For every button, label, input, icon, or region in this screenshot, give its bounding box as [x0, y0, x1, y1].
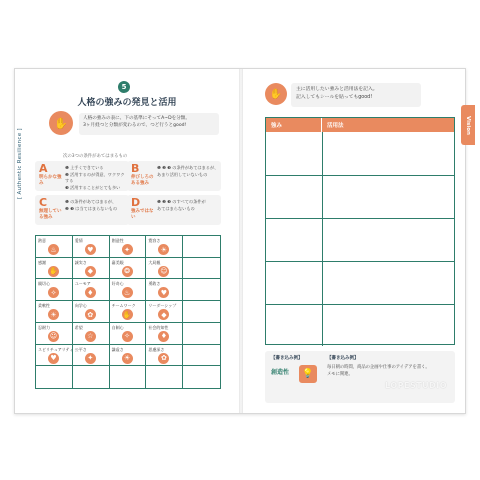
- strength-icon: ☆: [85, 331, 96, 342]
- example-header: 【書き込み例】: [271, 356, 303, 361]
- strength-icon: ❂: [122, 266, 133, 277]
- strength-cell: [110, 258, 147, 280]
- example-header: 【書き込み例】: [327, 356, 359, 361]
- strength-cell: [146, 301, 183, 323]
- strength-cell: [36, 236, 73, 258]
- strength-icon: ✧: [48, 287, 59, 298]
- strength-cell: [146, 366, 183, 388]
- strengths-grid: [35, 235, 221, 389]
- strength-cell: [183, 258, 220, 280]
- strength-label: 向学心: [74, 303, 87, 309]
- strength-icon: ◆: [85, 266, 96, 277]
- strength-cell: [36, 258, 73, 280]
- strength-cell: [183, 323, 220, 345]
- strength-cell: [36, 323, 73, 345]
- strength-label: 社会的知性: [148, 324, 169, 330]
- strength-cell: [146, 236, 183, 258]
- row-divider: [266, 304, 454, 305]
- category-line: ❸ 活用することがとても多い: [65, 185, 121, 191]
- strength-cell: [183, 366, 220, 388]
- category-desc: [157, 165, 219, 178]
- header-usage: 活用法: [327, 123, 344, 129]
- strength-label: 自制心: [111, 324, 124, 330]
- strength-icon: ✦: [85, 353, 96, 364]
- strength-label: 審美眼: [111, 259, 124, 265]
- category-d: [127, 195, 221, 225]
- strength-cell: [110, 236, 147, 258]
- category-line: ❷ 活用するのが得意、ワクワクする: [65, 171, 125, 184]
- example-strength: 創造性: [271, 369, 290, 376]
- intro-line: 人格の強みの表に、下の基準にそってA~Dを分類。: [83, 116, 190, 121]
- strength-icon: ☺: [49, 332, 58, 341]
- strength-cell: [73, 279, 110, 301]
- example-line: 毎日朝の時間、商品の企画や仕事のアイデアを書く。: [327, 365, 430, 370]
- strength-cell: [36, 279, 73, 301]
- category-name: 明らかな強み: [39, 175, 62, 186]
- strength-label: 柔軟性: [38, 303, 50, 309]
- step-badge: 5: [118, 81, 130, 93]
- strength-label: 創造性: [111, 238, 124, 243]
- category-desc: [65, 199, 127, 212]
- strength-cell: [183, 301, 220, 323]
- header-strength: 強み: [266, 118, 322, 132]
- category-b: [127, 161, 221, 191]
- strength-label: 愛情: [74, 238, 83, 243]
- example-text: [327, 365, 449, 379]
- row-divider: [266, 218, 454, 219]
- category-line: あてはまらないもの: [157, 205, 195, 211]
- category-name: 強みではない: [131, 209, 154, 220]
- strength-label: スピリチュアリティ: [38, 346, 74, 352]
- strength-icon: ♦: [158, 331, 169, 342]
- strength-cell: [146, 279, 183, 301]
- row-divider: [266, 261, 454, 262]
- strength-cell: [146, 258, 183, 280]
- strength-icon: ✋: [49, 267, 58, 276]
- strength-cell: [110, 279, 147, 301]
- criteria-note: 次の3つの条件があてはまるもの: [63, 154, 128, 159]
- strength-cell: [73, 258, 110, 280]
- strength-label: チームワーク: [111, 303, 136, 309]
- category-line: あまり活用していないもの: [157, 171, 208, 177]
- strength-cell: [110, 366, 147, 388]
- strength-cell: [36, 345, 73, 367]
- example-box: [265, 351, 455, 403]
- strength-label: 思慮深さ: [148, 346, 165, 352]
- strengths-table: [35, 235, 221, 389]
- strength-label: ユーモア: [74, 281, 91, 287]
- row-divider: [266, 175, 454, 176]
- table-header: [266, 118, 454, 132]
- strength-icon: ✿: [158, 353, 169, 364]
- strength-icon: ◆: [158, 309, 169, 320]
- category-a: [35, 161, 129, 191]
- strength-icon: ♨: [122, 287, 133, 298]
- category-letter: A: [39, 162, 48, 175]
- strength-label: 好奇心: [111, 281, 124, 287]
- strength-icon: ☀: [48, 309, 59, 320]
- right-intro-text: [291, 83, 421, 107]
- category-line: ❶ ❷ ❸ のすべての条件が: [157, 199, 206, 204]
- strength-cell: [146, 345, 183, 367]
- strength-cell: [183, 345, 220, 367]
- strength-icon: ♥: [158, 287, 169, 298]
- right-page: [243, 69, 471, 413]
- strength-label: 大局観: [148, 259, 161, 265]
- category-name: 伸びしろのある強み: [131, 175, 154, 186]
- column-divider: [322, 132, 323, 346]
- category-line: ❶ の条件があてはまるが、: [65, 199, 117, 204]
- example-line: メモに関連。: [327, 371, 353, 377]
- strength-label: 熱意: [38, 238, 46, 243]
- category-name: 無理している強み: [39, 209, 62, 220]
- strength-label: 謙虚さ: [111, 346, 124, 352]
- intro-text: [79, 113, 219, 135]
- strength-icon: ✦: [122, 244, 133, 255]
- category-letter: D: [131, 196, 141, 209]
- strength-label: 希望: [74, 324, 83, 330]
- strength-icon: ☺: [160, 267, 168, 276]
- intro-callout: [49, 111, 209, 135]
- intro-line: 3ヶ月経つと分類が変わるので、つど行うとgood!: [83, 123, 187, 129]
- strength-icon: ♥: [48, 353, 59, 364]
- side-label: [ Authentic Resilience ]: [17, 128, 23, 199]
- strength-cell: [73, 301, 110, 323]
- category-letter: C: [39, 196, 48, 209]
- strength-icon: ♥: [85, 244, 96, 255]
- category-line: ❷ ❸ は当てはまらないもの: [65, 205, 118, 211]
- strength-label: 親切心: [38, 281, 50, 287]
- strength-icon: ☀: [122, 353, 133, 364]
- strength-icon: ✧: [122, 331, 133, 342]
- category-desc: [65, 165, 127, 192]
- strength-label: 寛容さ: [148, 238, 161, 243]
- strength-cell: [73, 345, 110, 367]
- strength-usage-table: [265, 117, 455, 345]
- strength-cell: [183, 279, 220, 301]
- category-desc: [157, 199, 219, 212]
- strength-label: リーダーシップ: [148, 303, 177, 309]
- strength-icon: ♦: [85, 287, 96, 298]
- strength-label: 勇敢さ: [148, 281, 161, 287]
- intro-line: 記入してもシールを貼ってもgood!: [296, 94, 373, 100]
- strength-icon: ☀: [158, 244, 169, 255]
- category-c: [35, 195, 129, 225]
- strength-label: 忍耐力: [38, 324, 50, 330]
- strength-label: 公平さ: [74, 346, 87, 352]
- strength-cell: [146, 323, 183, 345]
- lightbulb-icon: 💡: [299, 365, 317, 383]
- strength-cell: [73, 366, 110, 388]
- category-line: ❶ ❷ ❸ の条件があてはまるが、: [157, 165, 219, 170]
- strength-cell: [110, 345, 147, 367]
- hand-icon: ✋: [265, 83, 287, 105]
- strength-cell: [73, 323, 110, 345]
- strength-label: 感謝: [38, 259, 46, 265]
- category-letter: B: [131, 162, 140, 175]
- intro-line: 主に活用したい強みと活用法を記入。: [296, 87, 378, 92]
- strength-icon: ♨: [48, 244, 59, 255]
- left-page: [15, 69, 239, 413]
- strength-cell: [183, 236, 220, 258]
- strength-icon: ✿: [85, 309, 96, 320]
- notebook-spread: [14, 68, 471, 414]
- page-title: 人格の強みの発見と活用: [77, 98, 177, 108]
- strength-icon: ✋: [122, 310, 132, 319]
- watermark: LOPESTUDIO: [385, 381, 448, 390]
- strength-cell: [36, 301, 73, 323]
- strength-label: 誠実さ: [74, 259, 87, 265]
- strength-cell: [110, 301, 147, 323]
- strength-cell: [110, 323, 147, 345]
- strength-cell: [73, 236, 110, 258]
- hand-icon: ✋: [49, 111, 73, 135]
- category-line: ❶ 上手くできている: [65, 165, 104, 170]
- strength-cell: [36, 366, 73, 388]
- vision-tab[interactable]: Vision: [461, 105, 475, 145]
